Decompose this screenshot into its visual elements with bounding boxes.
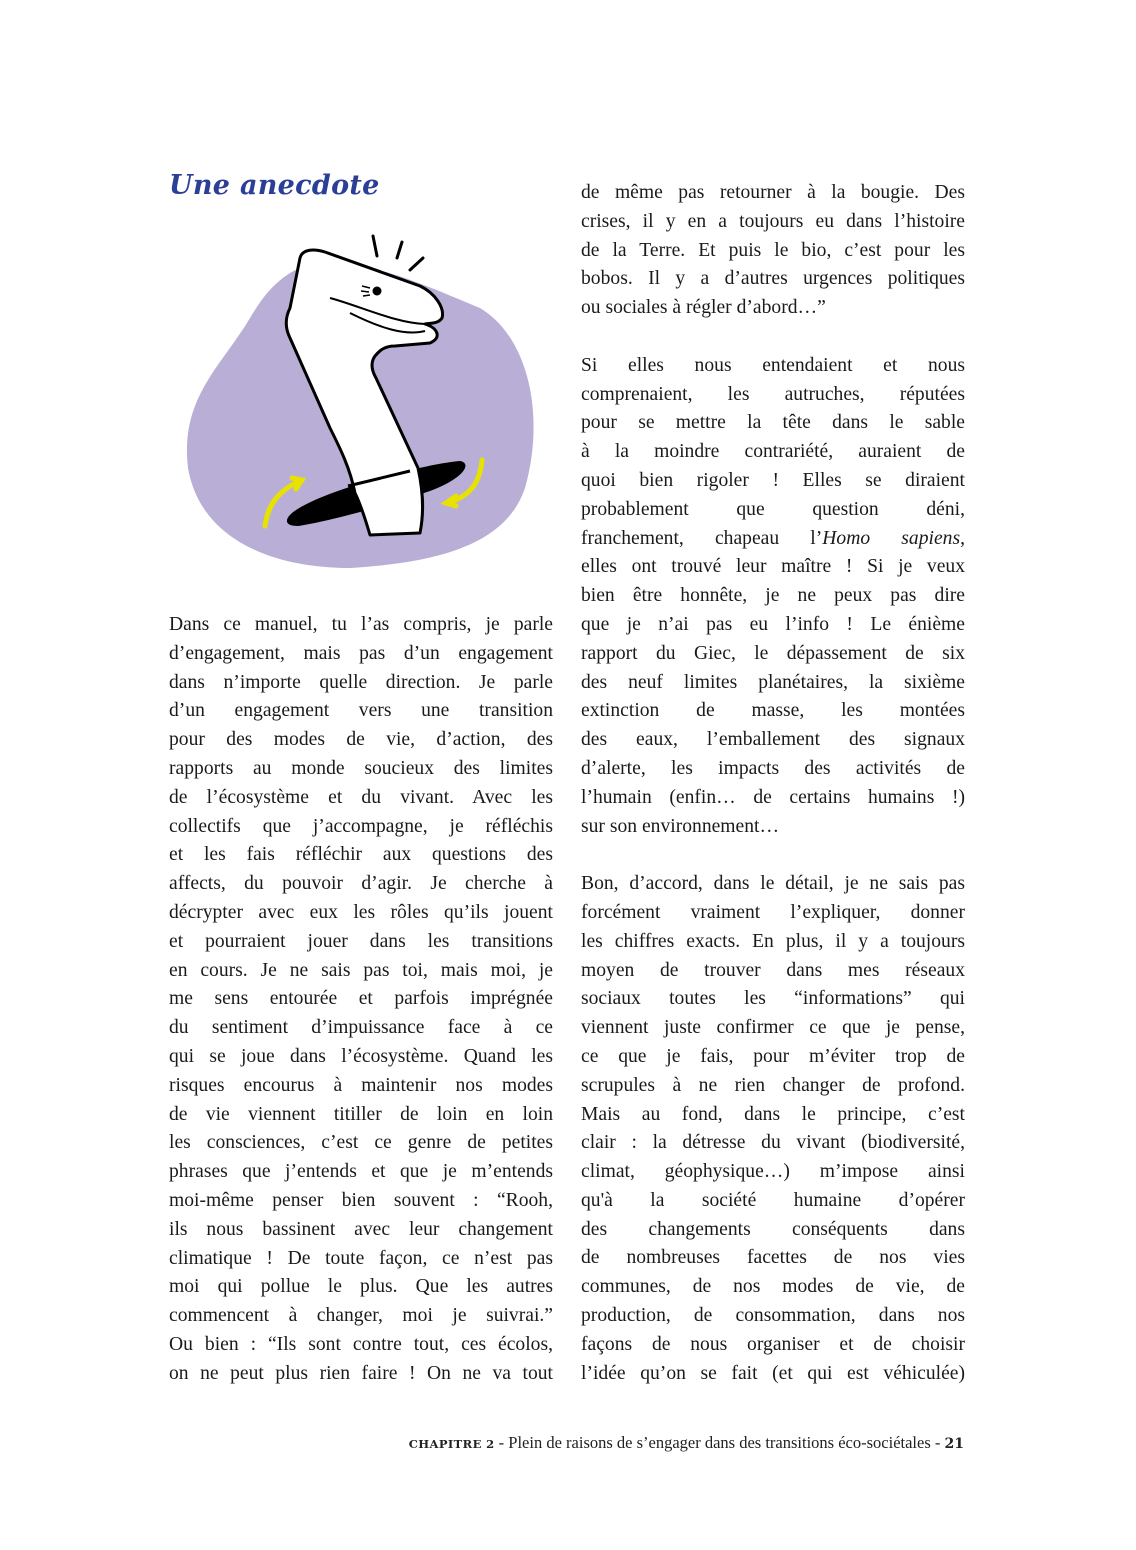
text-line: de l’écosystème et du vivant. Avec les (169, 786, 553, 808)
text-line: Si elles nous entendaient et nous (581, 354, 965, 376)
text-line: de même pas retourner à la bougie. Des (581, 182, 965, 203)
text-line: sur son environnement… (581, 815, 780, 837)
text-line: ce que je fais, pour m’éviter trop de (581, 1045, 965, 1067)
text-line: probablement que question déni, (581, 498, 965, 520)
text-line: moi-même penser bien souvent : “Rooh, (169, 1189, 553, 1211)
chapter-title: Plein de raisons de s’engager dans des transitions éco-sociétales (508, 1433, 931, 1452)
right-column (581, 179, 965, 1388)
text-line: communes, de nos modes de vie, de (581, 1276, 965, 1298)
text-line: elles ont trouvé leur maître ! Si je veux (581, 556, 965, 578)
section-heading: Une anecdote (169, 170, 380, 201)
text-line: l’idée qu’on se fait (et qui est véhiculée) (581, 1362, 965, 1384)
paragraph-break (581, 841, 965, 870)
text-line: pour se mettre la tête dans le sable (581, 412, 965, 434)
motion-lines (373, 236, 423, 270)
text-line: des neuf limites planétaires, la sixième (581, 671, 965, 693)
text-line: sociaux toutes les “informations” qui (581, 988, 965, 1010)
text-line: production, de consommation, dans nos (581, 1305, 965, 1327)
text-line: d’engagement, mais pas d’un engagement (169, 642, 553, 664)
text-line: les chiffres exacts. En plus, il y a toujours (581, 930, 965, 952)
text-line: les consciences, c’est ce genre de petites (169, 1132, 553, 1154)
text-line: bien être honnête, je ne peux pas dire (581, 585, 965, 607)
text-line: Bon, d’accord, dans le détail, je ne sais pas (581, 873, 965, 895)
text-line: viennent juste confirmer ce que je pense, (581, 1017, 965, 1039)
text-line: phrases que j’entends et que je m’entends (169, 1161, 553, 1183)
text-line: ils nous bassinent avec leur changement (169, 1218, 553, 1240)
text-line: Mais au fond, dans le principe, c’est (581, 1103, 965, 1125)
text-line: commencent à changer, moi je suivrai.” (169, 1305, 553, 1327)
text-segment: franchement, chapeau l’ (581, 527, 823, 549)
text-line: pour des modes de vie, d’action, des (169, 729, 553, 751)
text-line (581, 525, 965, 554)
eye (373, 287, 382, 296)
text-line: extinction de masse, les montées (581, 700, 965, 722)
text-line: décrypter avec eux les rôles qu’ils jouent (169, 901, 553, 923)
text-line: et les fais réfléchir aux questions des (169, 844, 553, 866)
text-line: d’un engagement vers une transition (169, 700, 553, 722)
italic-text: Homo sapiens (822, 527, 961, 549)
text-line: on ne peut plus rien faire ! On ne va tout (169, 1362, 553, 1384)
text-line: dans n’importe quelle direction. Je parle (169, 671, 553, 693)
text-line: climatique ! De toute façon, ce n’est pas (169, 1247, 553, 1269)
text-line: de vie viennent titiller de loin en loin (169, 1103, 553, 1125)
text-line: moyen de trouver dans mes réseaux (581, 959, 965, 981)
text-line: moi qui pollue le plus. Que les autres (169, 1276, 553, 1298)
text-line: à la moindre contrariété, auraient de (581, 441, 965, 463)
text-line: Ou bien : “Ils sont contre tout, ces écolos, (169, 1333, 553, 1355)
text-line: risques encourus à maintenir nos modes (169, 1074, 553, 1096)
text-line: du sentiment d’impuissance face à ce (169, 1017, 553, 1039)
text-line: quoi bien rigoler ! Elles se diraient (581, 469, 965, 491)
text-line: crises, il y en a toujours eu dans l’histoire (581, 210, 965, 232)
text-line: de la Terre. Et puis le bio, c’est pour les (581, 239, 965, 261)
text-line: forcément vraiment l’expliquer, donner (581, 901, 965, 923)
page-footer (409, 1433, 964, 1453)
text-line: me sens entourée et parfois imprégnée (169, 988, 553, 1010)
text-line: rapports au monde soucieux des limites (169, 757, 553, 779)
text-line: bobos. Il y a d’autres urgences politiques (581, 268, 965, 290)
text-line: Dans ce manuel, tu l’as compris, je parle (169, 614, 553, 635)
text-line: rapport du Giec, le dépassement de six (581, 642, 965, 664)
text-line: qui se joue dans l’écosystème. Quand les (169, 1045, 553, 1067)
text-line: de nombreuses facettes de nos vies (581, 1247, 965, 1269)
text-line: et pourraient jouer dans les transitions (169, 930, 553, 952)
footer-separator: - (930, 1433, 945, 1452)
page-number: 21 (944, 1436, 964, 1452)
paragraph-break (581, 323, 965, 352)
left-column (169, 611, 553, 1389)
text-line: des changements conséquents dans (581, 1218, 965, 1240)
footer-separator: - (494, 1433, 509, 1452)
text-line: façons de nous organiser et de choisir (581, 1333, 965, 1355)
text-line: comprenaient, les autruches, réputées (581, 383, 965, 405)
text-line: que je n’ai pas eu l’info ! Le énième (581, 613, 965, 635)
text-segment: , (960, 527, 965, 549)
text-line: l’humain (enfin… de certains humains !) (581, 786, 965, 808)
text-line: en cours. Je ne sais pas toi, mais moi, je (169, 959, 553, 981)
text-line: des eaux, l’emballement des signaux (581, 729, 965, 751)
text-line: d’alerte, les impacts des activités de (581, 757, 965, 779)
text-line: affects, du pouvoir d’agir. Je cherche à (169, 873, 553, 895)
chapter-label: CHAPITRE 2 (408, 1437, 495, 1451)
text-line: collectifs que j’accompagne, je réfléchis (169, 815, 553, 837)
text-line: climat, géophysique…) m’impose ainsi (581, 1161, 965, 1183)
text-line: qu'à la société humaine d’opérer (581, 1189, 965, 1211)
text-line: ou sociales à régler d’abord…” (581, 297, 826, 319)
hand-ostrich-head-in-hole-icon (180, 228, 545, 573)
text-line: scrupules à ne rien changer de profond. (581, 1074, 965, 1096)
text-line: clair : la détresse du vivant (biodiversité, (581, 1132, 965, 1154)
